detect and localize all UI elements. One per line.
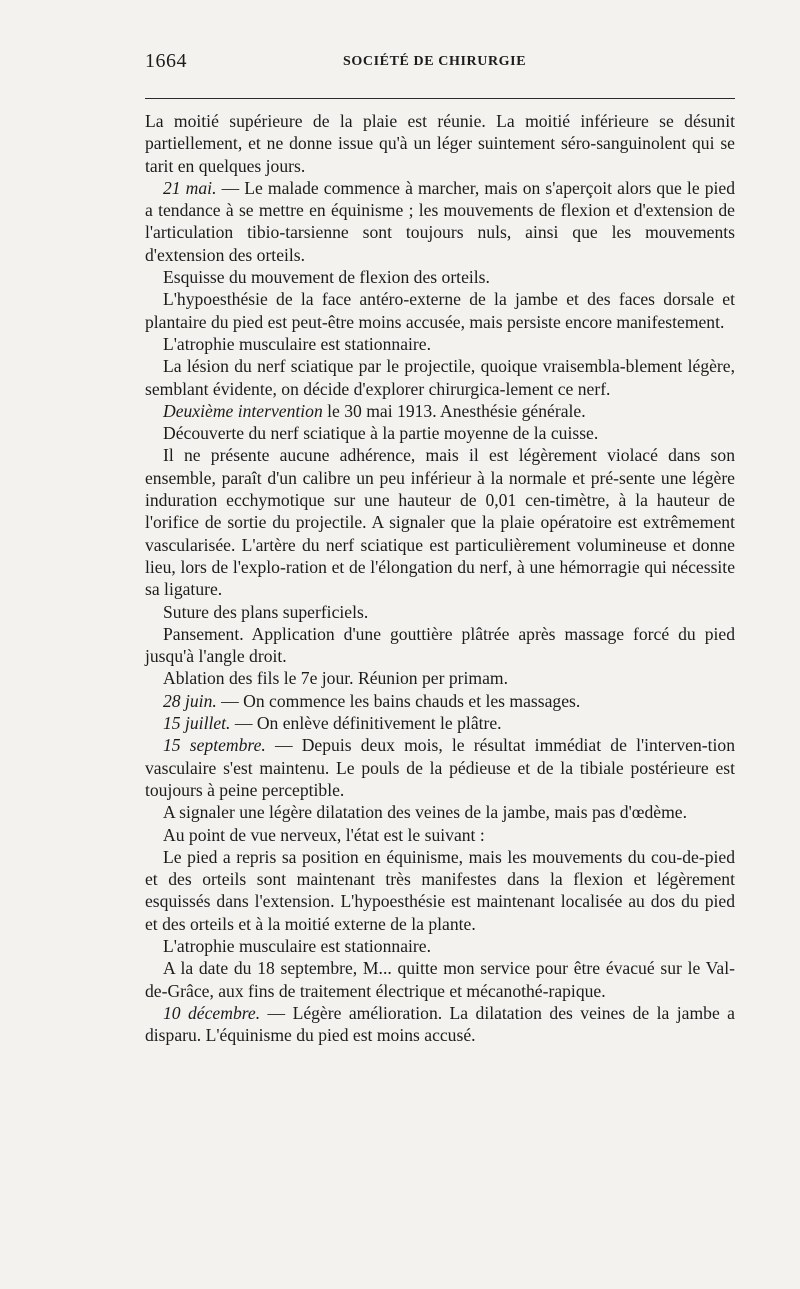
paragraph: 15 septembre. — Depuis deux mois, le résultat immédiat de l'interven-tion vasculaire s'est maintenu. Le pouls de la pédieuse et de la tibiale postérieure est toujours à peine perceptible. — [145, 735, 735, 800]
date-lead: 15 septembre. — [163, 735, 266, 756]
paragraph: L'atrophie musculaire est stationnaire. — [163, 935, 431, 956]
paragraph: 10 décembre. — Légère amélioration. La dilatation des veines de la jambe a disparu. L'équinisme du pied est moins accusé. — [145, 1002, 735, 1046]
page-header — [145, 50, 735, 78]
paragraph: Découverte du nerf sciatique à la partie moyenne de la cuisse. — [163, 423, 599, 444]
header-rule — [145, 98, 735, 99]
paragraph: 21 mai. — Le malade commence à marcher, mais on s'aperçoit alors que le pied a tendance à se mettre en équinisme ; les mouvements de flexion et d'extension de l'articulation tibio-tarsienne sont toujours nuls, ainsi que les mouvements d'extension des orteils. — [145, 177, 736, 265]
paragraph: Au point de vue nerveux, l'état est le suivant : — [163, 824, 485, 845]
paragraph: A signaler une légère dilatation des veines de la jambe, mais pas d'œdème. — [163, 802, 687, 823]
page-number: 1664 — [145, 50, 187, 72]
date-lead: 21 mai. — [163, 177, 217, 198]
section-lead: Deuxième intervention — [163, 400, 323, 421]
paragraph: Esquisse du mouvement de flexion des orteils. — [163, 267, 490, 288]
paragraph: 28 juin. — On commence les bains chauds et les massages. — [163, 690, 581, 711]
paragraph: L'atrophie musculaire est stationnaire. — [163, 333, 431, 354]
paragraph: La moitié supérieure de la plaie est réunie. La moitié inférieure se désunit partiellement, et ne donne issue qu'à un léger suintement séro-sanguinolent qui se tarit en quelques jours. — [145, 111, 735, 176]
paragraph: 15 juillet. — On enlève définitivement le plâtre. — [163, 713, 502, 734]
paragraph: La lésion du nerf sciatique par le projectile, quoique vraisembla-blement légère, semblant évidente, on décide d'explorer chirurgica-lement ce nerf. — [145, 356, 735, 399]
body-text — [145, 110, 735, 1046]
paragraph: Deuxième intervention le 30 mai 1913. Anesthésie générale. — [163, 400, 586, 421]
paragraph: L'hypoesthésie de la face antéro-externe de la jambe et des faces dorsale et plantaire du pied est peut-être moins accusée, mais persiste encore manifestement. — [145, 289, 735, 332]
paragraph: Le pied a repris sa position en équinisme, mais les mouvements du cou-de-pied et des orteils sont maintenant très manifestes dans la flexion et légèrement esquissés dans l'extension. L'hypoesthésie est maintenant localisée au dos du pied et des orteils et à la moitié externe de la plante. — [145, 846, 735, 934]
paragraph: Ablation des fils le 7e jour. Réunion per primam. — [163, 668, 508, 689]
date-lead: 10 décembre. — [163, 1002, 261, 1023]
paragraph: Pansement. Application d'une gouttière plâtrée après massage forcé du pied jusqu'à l'angle droit. — [145, 623, 735, 667]
paragraph: Suture des plans superficiels. — [163, 601, 369, 622]
paragraph: A la date du 18 septembre, M... quitte mon service pour être évacué sur le Val-de-Grâce, aux fins de traitement électrique et mécanothé-rapique. — [145, 958, 735, 1001]
running-head: SOCIÉTÉ DE CHIRURGIE — [343, 54, 527, 69]
date-lead: 28 juin. — [163, 690, 217, 711]
paragraph: Il ne présente aucune adhérence, mais il est légèrement violacé dans son ensemble, paraît d'un calibre un peu inférieur à la normale et pré-sente une légère induration ecchymotique sur une hauteur de 0,01 cen-timètre, à la hauteur de l'orifice de sortie du projectile. A signaler que la plaie opératoire est extrêmement vascularisée. L'artère du nerf sciatique est particulièrement volumineuse et donne lieu, lors de l'explo-ration et de l'élongation du nerf, à une hémorragie qui nécessite sa ligature. — [145, 445, 735, 600]
date-lead: 15 juillet. — [163, 713, 231, 734]
